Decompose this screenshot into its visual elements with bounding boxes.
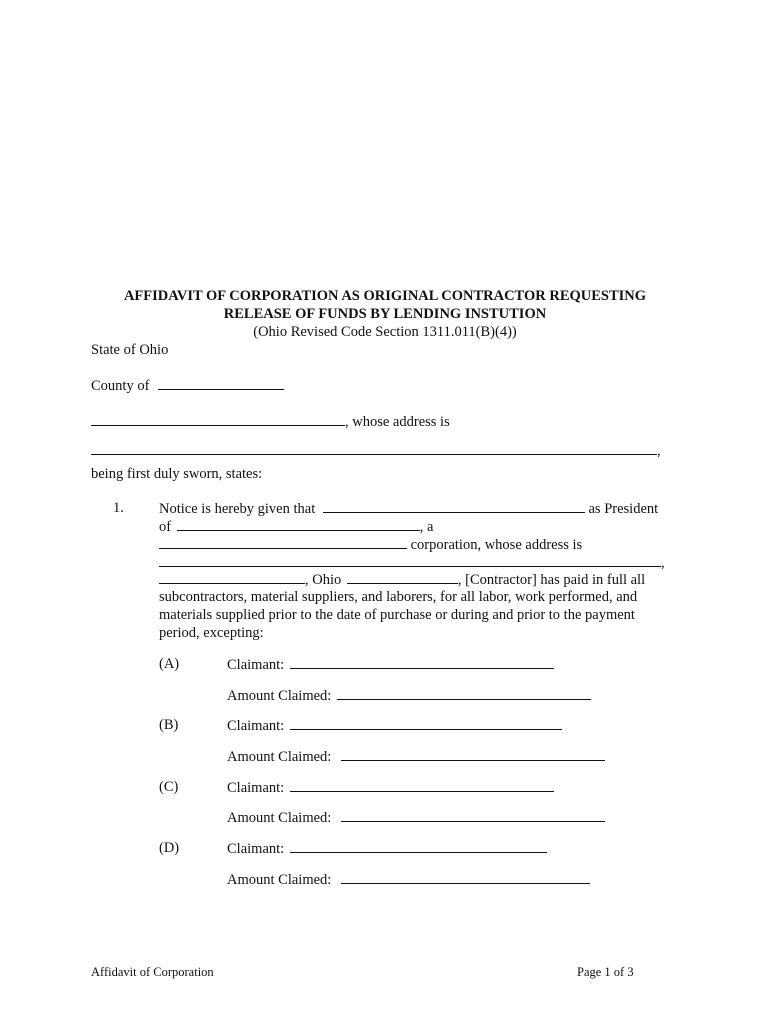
as-president-label: as President	[588, 501, 659, 517]
amount-a-blank[interactable]	[337, 686, 591, 700]
amount-c-blank[interactable]	[341, 808, 605, 822]
corporation-address-blank[interactable]	[159, 553, 661, 567]
corporation-name-blank[interactable]	[177, 517, 420, 531]
affiant-name-blank[interactable]	[91, 412, 345, 426]
amount-row	[227, 747, 605, 766]
claimant-label: Claimant:	[227, 780, 285, 796]
amount-row	[227, 870, 590, 889]
contractor-label: , [Contractor] has paid in full all	[457, 572, 646, 588]
title-line-2: RELEASE OF FUNDS BY LENDING INSTUTION	[223, 306, 547, 322]
a-label: , a	[419, 519, 434, 535]
affiant-row	[91, 412, 450, 431]
president-name-blank[interactable]	[323, 499, 585, 513]
claimant-b-blank[interactable]	[290, 716, 562, 730]
zip-blank[interactable]	[347, 570, 458, 584]
city-row	[159, 570, 645, 589]
footer-title: Affidavit of Corporation	[91, 965, 214, 979]
county-label: County of	[91, 378, 150, 394]
claimant-c-blank[interactable]	[290, 778, 554, 792]
corporation-row	[159, 535, 582, 554]
amount-label: Amount Claimed:	[227, 810, 332, 826]
claimant-row	[227, 778, 554, 797]
para-number: 1.	[113, 500, 124, 516]
ohio-label: , Ohio	[305, 572, 342, 588]
whose-address-label: , whose address is	[345, 414, 450, 430]
of-label: of	[159, 519, 172, 535]
corporation-label: corporation, whose address is	[410, 537, 583, 553]
of-row	[159, 517, 433, 536]
amount-row	[227, 686, 591, 705]
claimant-d-blank[interactable]	[290, 839, 547, 853]
notice-label: Notice is hereby given that	[159, 501, 316, 517]
claimant-letter: (A)	[159, 656, 180, 672]
claimant-letter: (B)	[159, 717, 179, 733]
amount-label: Amount Claimed:	[227, 688, 332, 704]
amount-label: Amount Claimed:	[227, 872, 332, 888]
claimant-row	[227, 716, 562, 735]
claimant-a-blank[interactable]	[290, 655, 554, 669]
page-number: Page 1 of 3	[577, 965, 634, 979]
corporation-state-blank[interactable]	[159, 535, 407, 549]
sworn-statement: being first duly sworn, states:	[91, 466, 263, 482]
title-line-1: AFFIDAVIT OF CORPORATION AS ORIGINAL CONTRACTOR REQUESTING	[123, 288, 647, 304]
corp-address-comma: ,	[661, 555, 665, 571]
para-line-2: materials supplied prior to the date of purchase or during and prior to the payment	[159, 607, 635, 623]
state-label: State of Ohio	[91, 342, 169, 358]
para-line-3: period, excepting:	[159, 625, 264, 641]
para-line-1: subcontractors, material suppliers, and laborers, for all labor, work performed, and	[159, 589, 638, 605]
amount-label: Amount Claimed:	[227, 749, 332, 765]
claimant-letter: (C)	[159, 779, 179, 795]
claimant-row	[227, 839, 547, 858]
amount-b-blank[interactable]	[341, 747, 605, 761]
claimant-label: Claimant:	[227, 718, 285, 734]
subtitle: (Ohio Revised Code Section 1311.011(B)(4))	[253, 324, 517, 340]
county-row	[91, 376, 284, 395]
claimant-label: Claimant:	[227, 657, 285, 673]
amount-d-blank[interactable]	[341, 870, 590, 884]
city-blank[interactable]	[159, 570, 305, 584]
affiant-address-row	[91, 441, 661, 460]
address-comma: ,	[657, 443, 661, 459]
affiant-address-blank[interactable]	[91, 441, 657, 455]
claimant-label: Claimant:	[227, 841, 285, 857]
claimant-letter: (D)	[159, 840, 180, 856]
county-blank[interactable]	[158, 376, 284, 390]
notice-row	[159, 499, 658, 518]
claimant-row	[227, 655, 554, 674]
amount-row	[227, 808, 605, 827]
